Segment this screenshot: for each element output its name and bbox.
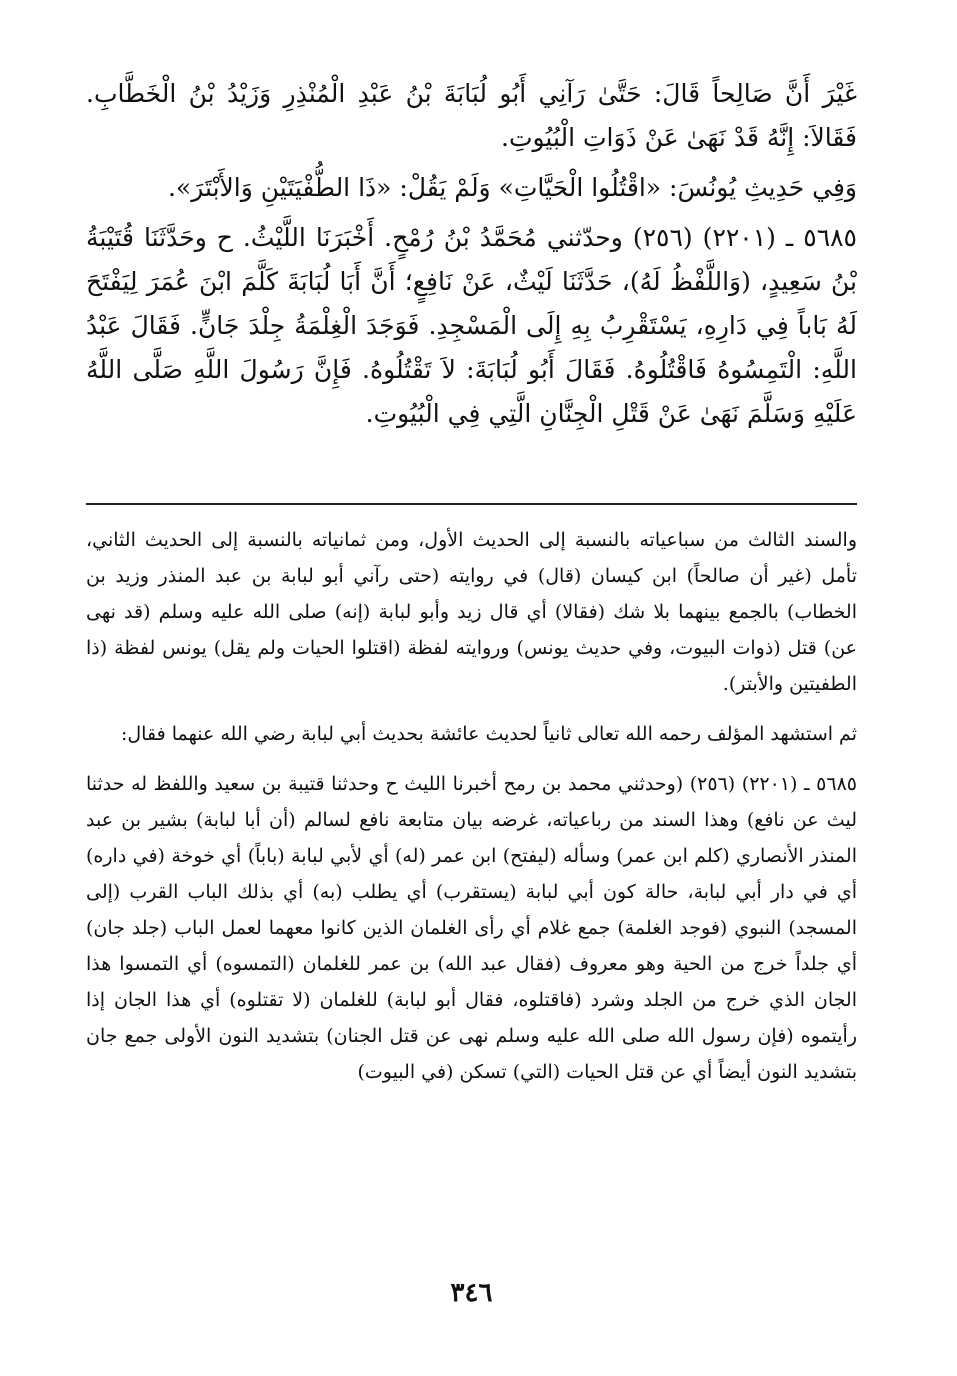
- hadith-paragraph-2: وَفِي حَدِيثِ يُونُسَ: «اقْتُلُوا الْحَيَّاتِ» وَلَمْ يَقُلْ: «ذَا الطُّفْيَتَيْنِ وَالأَبْتَرَ».: [167, 173, 857, 202]
- commentary-paragraph-3: ٥٦٨٥ ـ (٢٢٠١) (٢٥٦) (وحدثني محمد بن رمح أخبرنا الليث ح وحدثنا قتيبة بن سعيد واللفظ له حدثنا ليث عن نافع) وهذا السند من رباعياته، غرضه بيان متابعة نافع لسالم (أن أبا لبابة) بشير بن عبد المنذر الأنصاري (كلم ابن عمر) وسأله (ليفتح) ابن عمر (له) أي لأبي لبابة (باباً) أي خوخة (في داره) أي في دار أبي لبابة، حالة كون أبي لبابة (يستقرب) أي يطلب (به) أي بذلك الباب القرب (إلى المسجد) النبوي (فوجد الغلمة) جمع غلام أي رأى الغلمان الذين كانوا معهما لعمل الباب (جلد جان) أي جلداً خرج من الحية وهو معروف (فقال عبد الله) بن عمر للغلمان (التمسوه) أي التمسوا هذا الجان الذي خرج من الجلد وشرد (فاقتلوه، فقال أبو لبابة) للغلمان (لا تقتلوه) أي هذا الجان إذا رأيتموه (فإن رسول الله صلى الله عليه وسلم نهى عن قتل الجنان) بتشديد النون الأولى جمع جان بتشديد النون أيضاً أي عن قتل الحيات (التي) تسكن (في البيوت): [86, 773, 857, 1083]
- hadith-paragraph-3: ٥٦٨٥ ـ (٢٢٠١) (٢٥٦) وحدّثني مُحَمَّدُ بْنُ رُمْحٍ. أَخْبَرَنَا اللَّيْثُ. ح وحَدَّثَنَا قُتَيْبَةُ بْنُ سَعِيدٍ، (وَاللَّفْظُ لَهُ)، حَدَّثَنَا لَيْثٌ، عَنْ نَافِعٍ؛ أَنَّ أَبَا لُبَابَةَ كَلَّمَ ابْنَ عُمَرَ لِيَفْتَحَ لَهُ بَاباً فِي دَارِهِ، يَسْتَقْرِبُ بِهِ إِلَى الْمَسْجِدِ. فَوَجَدَ الْغِلْمَةُ جِلْدَ جَانٍّ. فَقَالَ عَبْدُ اللَّهِ: الْتَمِسُوهُ فَاقْتُلُوهُ. فَقَالَ أَبُو لُبَابَةَ: لاَ تَقْتُلُوهُ. فَإِنَّ رَسُولَ اللَّهِ صَلَّى اللَّهُ عَلَيْهِ وَسَلَّمَ نَهَىٰ عَنْ قَتْلِ الْجِنَّانِ الَّتِي فِي الْبُيُوتِ.: [86, 223, 857, 428]
- page-number: ٣٤٦: [450, 1278, 493, 1308]
- commentary-paragraph-2: ثم استشهد المؤلف رحمه الله تعالى ثانياً لحديث عائشة بحديث أبي لبابة رضي الله عنهما فقال:: [120, 723, 857, 745]
- commentary-paragraph-1: والسند الثالث من سباعياته بالنسبة إلى الحديث الأول، ومن ثمانياته بالنسبة إلى الحديث الثاني، تأمل (غير أن صالحاً) ابن كيسان (قال) في روايته (حتى رآني أبو لبابة بن عبد المنذر وزيد بن الخطاب) بالجمع بينهما بلا شك (فقالا) أي قال زيد وأبو لبابة (إنه) صلى الله عليه وسلم (قد نهى عن) قتل (ذوات البيوت، وفي حديث يونس) وروايته لفظة (اقتلوا الحيات ولم يقل) يونس لفظة (ذا الطفيتين والأبتر).: [86, 529, 857, 695]
- commentary-block: [86, 522, 857, 1090]
- hadith-text-block: [86, 72, 857, 436]
- hadith-paragraph-1: غَيْرَ أَنَّ صَالِحاً قَالَ: حَتَّىٰ رَآنِي أَبُو لُبَابَةَ بْنُ عَبْدِ الْمُنْذِرِ وَزَيْدُ بْنُ الْخَطَّابِ. فَقَالاَ: إِنَّهُ قَدْ نَهَىٰ عَنْ ذَوَاتِ الْبُيُوتِ.: [86, 79, 857, 152]
- section-divider: [86, 503, 857, 505]
- book-page: [86, 0, 857, 1376]
